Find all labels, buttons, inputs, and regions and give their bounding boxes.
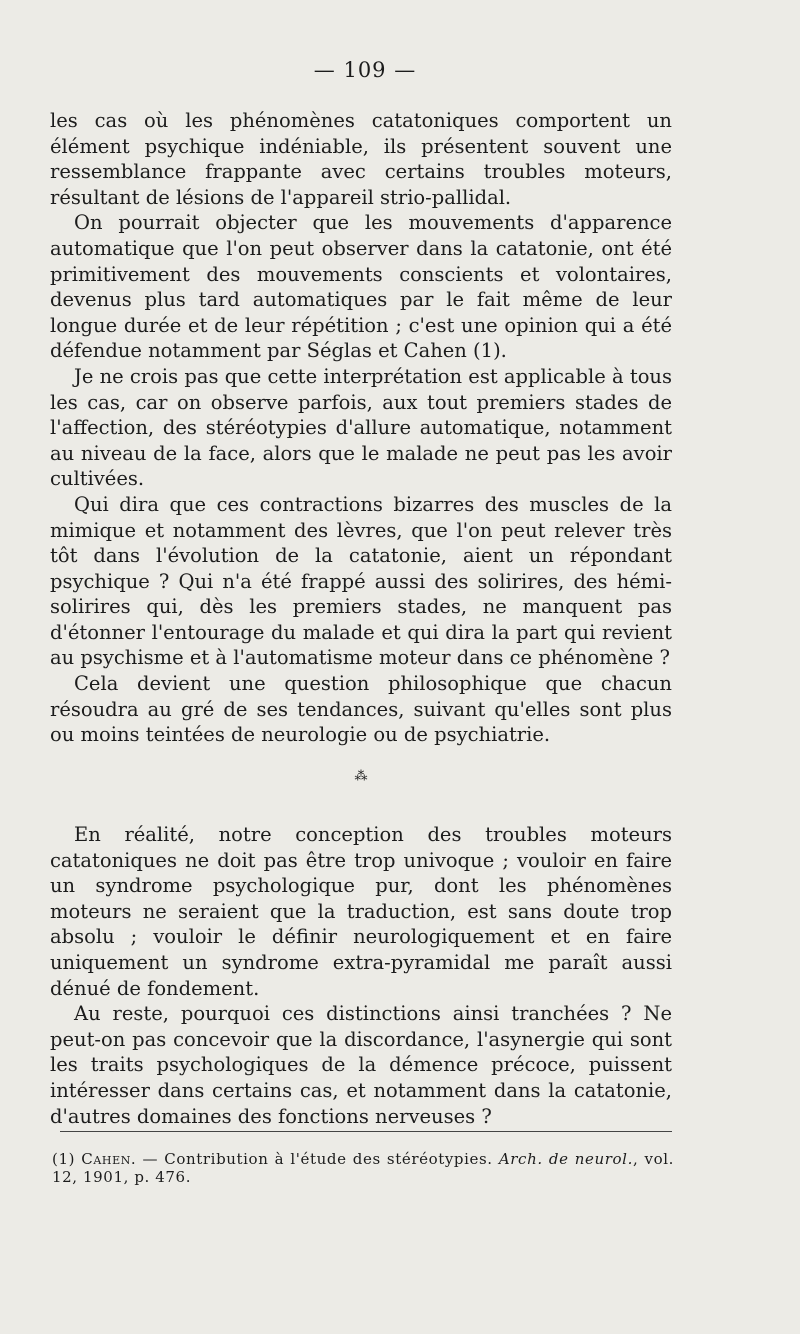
footnote-title: — Contribution à l'étude des stéréotypies. bbox=[136, 1150, 499, 1168]
page-number: — 109 — bbox=[313, 58, 417, 82]
paragraph-6: En réalité, notre conception des troubles moteurs catatoniques ne doit pas être trop univoque ; vouloir en faire un syndrome psychologique pur, dont les phénomènes moteurs ne seraient que la traduction, est sans doute trop absolu ; vouloir le définir neurologiquement et en faire uniquement un syndrome extra-pyramidal me paraît aussi dénué de fondement. bbox=[50, 823, 672, 1000]
footnote-divider bbox=[60, 1131, 672, 1132]
footnote-journal: Arch. de neurol. bbox=[498, 1150, 633, 1168]
main-text bbox=[50, 108, 672, 748]
section-2-text bbox=[50, 822, 672, 1129]
paragraph-5: Cela devient une question philosophique que chacun résoudra au gré de ses tendances, suivant qu'elles sont plus ou moins teintées de neurologie ou de psychiatrie. bbox=[50, 672, 672, 747]
footnote-marker: (1) bbox=[52, 1150, 76, 1168]
paragraph-3: Je ne crois pas que cette interprétation est applicable à tous les cas, car on observe parfois, aux tout premiers stades de l'affection, des stéréotypies d'allure automatique, notamment au niveau de la face, alors que le malade ne peut pas les avoir cultivées. bbox=[50, 364, 672, 491]
paragraph-1: les cas où les phénomènes catatoniques comportent un élément psychique indéniable, ils présentent souvent une ressemblance frappante avec certains troubles moteurs, résultant de lésions de l'appareil strio-pallidal. bbox=[50, 109, 672, 209]
footnote-author: Cahen. bbox=[81, 1150, 137, 1168]
footnote bbox=[52, 1150, 674, 1186]
footnote-reference: , vol. 12, 1901, p. 476. bbox=[52, 1150, 674, 1186]
paragraph-7: Au reste, pourquoi ces distinctions ainsi tranchées ? Ne peut-on pas concevoir que la discordance, l'asynergie qui sont les traits psychologiques de la démence précoce, puissent intéresser dans certains cas, et notamment dans la catatonie, d'autres domaines des fonctions nerveuses ? bbox=[50, 1002, 672, 1128]
asterism-separator: ⁂ bbox=[354, 769, 368, 784]
paragraph-4: Qui dira que ces contractions bizarres des muscles de la mimique et notamment des lèvres, que l'on peut relever très tôt dans l'évolution de la catatonie, aient un répondant psychique ? Qui n'a été frappé aussi des solirires, des hémi-solirires qui, dès les premiers stades, ne manquent pas d'étonner l'entourage du malade et qui dira la part qui revient au psychisme et à l'automatisme moteur dans ce phénomène ? bbox=[50, 492, 672, 670]
paragraph-2: On pourrait objecter que les mouvements d'apparence automatique que l'on peut observer dans la catatonie, ont été primitivement des mouvements conscients et volontaires, devenus plus tard automatiques par le fait même de leur longue durée et de leur répétition ; c'est une opinion qui a été défendue notamment par Séglas et Cahen (1). bbox=[50, 211, 672, 363]
